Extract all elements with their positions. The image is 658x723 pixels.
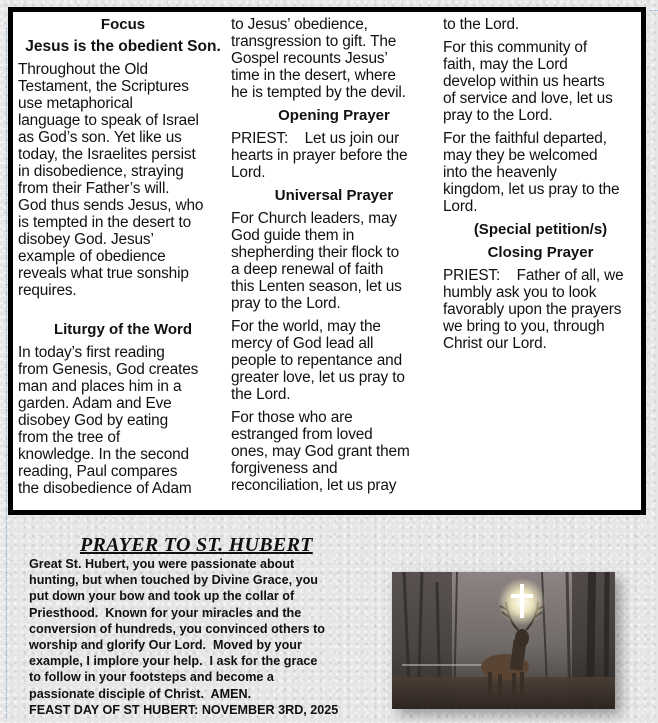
text-line: faith, may the Lord: [443, 56, 568, 73]
petition-estranged: [231, 409, 437, 494]
text-line: to follow in your footsteps and become a: [29, 670, 274, 685]
text-line: from the tree of: [18, 429, 120, 446]
text-line: pray to the Lord.: [443, 107, 553, 124]
text-line: as God’s son. Yet like us: [18, 129, 182, 146]
hubert-prayer-text: [29, 556, 379, 702]
text-line: God thus sends Jesus, who: [18, 197, 204, 214]
text-line: this Lenten season, let us: [231, 278, 402, 295]
text-line: For the faithful departed,: [443, 130, 607, 147]
text-line: develop within us hearts: [443, 73, 605, 90]
stag-cross-image: [392, 572, 615, 709]
hubert-prayer-body: [29, 556, 379, 718]
text-line: PRIEST: Father of all, we: [443, 267, 624, 284]
petition-community: [443, 39, 638, 124]
text-line: Gospel recounts Jesus’: [231, 50, 388, 67]
text-line: reading, Paul compares: [18, 463, 178, 480]
liturgy-box: [8, 7, 646, 515]
text-line: passionate disciple of Christ. AMEN.: [29, 686, 252, 701]
text-line: ones, may God grant them: [231, 443, 410, 460]
text-line: the Lord.: [231, 386, 291, 403]
text-line: language to speak of Israel: [18, 112, 199, 129]
text-line: shepherding their flock to: [231, 244, 400, 261]
text-line: of service and love, let us: [443, 90, 613, 107]
text-line: For those who are: [231, 409, 353, 426]
text-line: For Church leaders, may: [231, 210, 397, 227]
text-line: Testament, the Scriptures: [18, 78, 189, 95]
text-line: In today’s first reading: [18, 344, 165, 361]
text-line: Lord.: [443, 198, 478, 215]
text-line: into the heavenly: [443, 164, 557, 181]
text-line: reveals what true sonship: [18, 265, 189, 282]
stag-cross-illustration: [392, 572, 615, 709]
margin-guide: [6, 28, 7, 718]
text-line: Great St. Hubert, you were passionate about: [29, 557, 295, 571]
closing-prayer-heading: Closing Prayer: [487, 244, 594, 261]
liturgy-heading: Liturgy of the Word: [53, 321, 193, 338]
text-line: we bring to you, through: [443, 318, 605, 335]
text-line: hearts in prayer before the: [231, 147, 408, 164]
text-line: he is tempted by the devil.: [231, 84, 406, 101]
text-line: disobey God by eating: [18, 412, 169, 429]
text-line: a deep renewal of faith: [231, 261, 384, 278]
focus-subheading: Jesus is the obedient Son.: [25, 38, 221, 55]
text-line: conversion of hundreds, you convinced others to: [29, 621, 325, 636]
text-line: greater love, let us pray to: [231, 369, 405, 386]
text-line: use metaphorical: [18, 95, 133, 112]
text-line: garden. Adam and Eve: [18, 395, 172, 412]
text-line: God guide them in: [231, 227, 355, 244]
opening-prayer-heading: Opening Prayer: [278, 107, 390, 124]
text-line: hunting, but when touched by Divine Grace, you: [29, 573, 318, 588]
text-line: may they be welcomed: [443, 147, 598, 164]
text-line: knowledge. In the second: [18, 446, 189, 463]
petition-continued: [443, 16, 638, 33]
text-line: Christ our Lord.: [443, 335, 547, 352]
text-line: is tempted in the desert to: [18, 214, 192, 231]
feast-day-line: FEAST DAY OF ST HUBERT: NOVEMBER 3RD, 2025: [29, 702, 339, 717]
text-line: worship and glorify Our Lord. Moved by your: [29, 638, 302, 653]
text-line: to the Lord.: [443, 16, 520, 33]
text-line: to Jesus’ obedience,: [231, 16, 368, 33]
text-line: For this community of: [443, 39, 587, 56]
text-line: kingdom, let us pray to the: [443, 181, 620, 198]
text-line: example of obedience: [18, 248, 166, 265]
column-2: [231, 16, 437, 494]
petition-church-leaders: [231, 210, 437, 312]
text-line: favorably upon the prayers: [443, 301, 622, 318]
text-line: mercy of God lead all: [231, 335, 374, 352]
closing-prayer-text: [443, 267, 638, 352]
text-line: pray to the Lord.: [231, 295, 341, 312]
opening-prayer-text: [231, 130, 437, 181]
focus-paragraph: [18, 61, 228, 299]
universal-prayer-heading: Universal Prayer: [274, 187, 394, 204]
text-line: put down your bow and took up the collar of: [29, 589, 295, 604]
text-line: example, I implore your help. I ask for the grace: [29, 654, 318, 669]
special-petitions-heading: (Special petition/s): [473, 221, 608, 238]
text-line: people to repentance and: [231, 352, 402, 369]
liturgy-paragraph: [18, 344, 228, 497]
text-line: For the world, may the: [231, 318, 381, 335]
text-line: Priesthood. Known for your miracles and the: [29, 605, 302, 620]
focus-heading: Focus: [100, 16, 146, 33]
petition-faithful-departed: [443, 130, 638, 215]
text-line: the disobedience of Adam: [18, 480, 192, 497]
text-line: reconciliation, let us pray: [231, 477, 397, 494]
text-line: humbly ask you to look: [443, 284, 597, 301]
text-line: Lord.: [231, 164, 266, 181]
text-line: man and places him in a: [18, 378, 182, 395]
text-line: PRIEST: Let us join our: [231, 130, 400, 147]
text-line: in disobedience, straying: [18, 163, 184, 180]
hubert-prayer-title: PRAYER TO ST. HUBERT: [80, 534, 313, 556]
text-line: estranged from loved: [231, 426, 373, 443]
text-line: transgression to gift. The: [231, 33, 397, 50]
ground: [392, 677, 615, 709]
text-line: today, the Israelites persist: [18, 146, 196, 163]
column-1: [18, 16, 228, 497]
petition-world: [231, 318, 437, 403]
margin-guide: [650, 10, 658, 11]
text-line: forgiveness and: [231, 460, 338, 477]
text-line: disobey God. Jesus’: [18, 231, 154, 248]
column-3: [443, 16, 638, 352]
text-line: requires.: [18, 282, 77, 299]
liturgy-continued-paragraph: [231, 16, 437, 101]
text-line: from their Father’s will.: [18, 180, 170, 197]
text-line: time in the desert, where: [231, 67, 396, 84]
text-line: from Genesis, God creates: [18, 361, 199, 378]
text-line: Throughout the Old: [18, 61, 148, 78]
